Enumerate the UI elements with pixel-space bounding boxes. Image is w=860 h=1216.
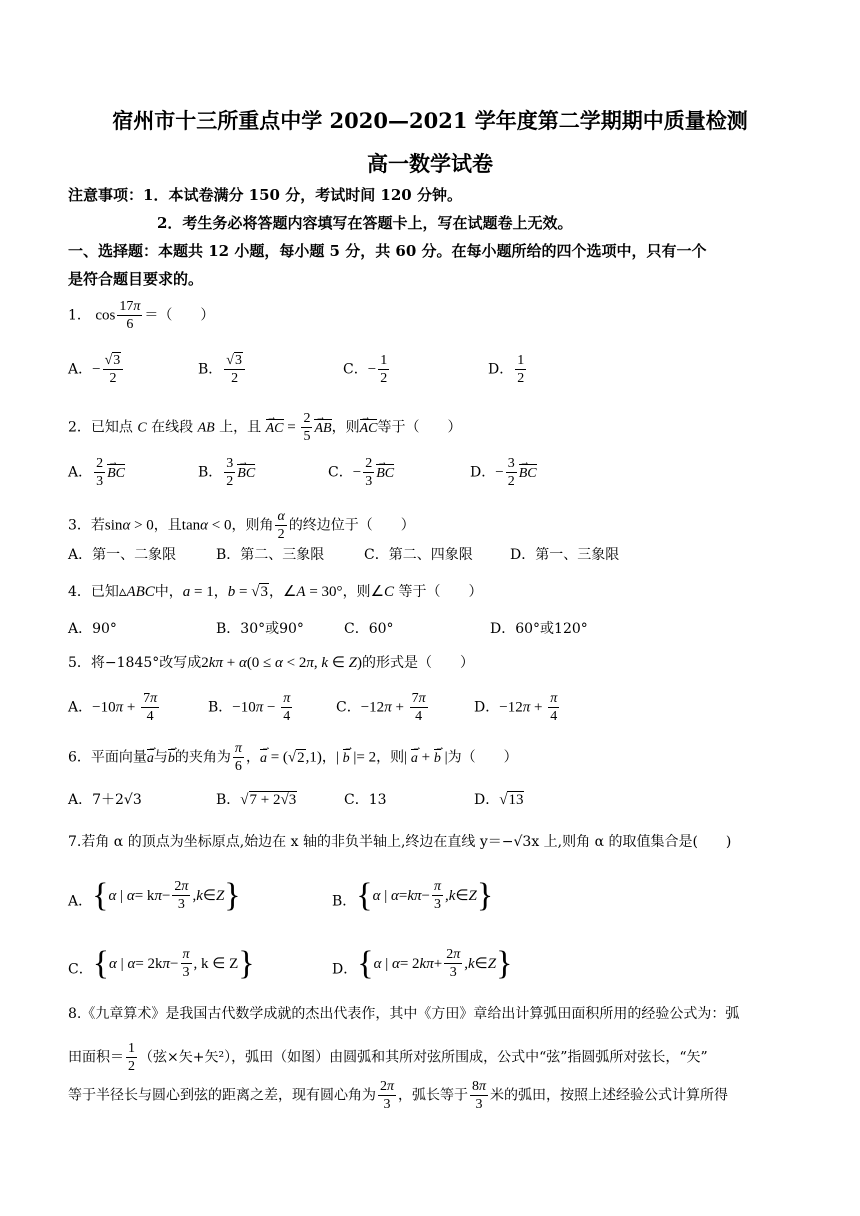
exam-subtitle: 高一数学试卷 — [367, 151, 493, 176]
q3-option-c: C．第二、四象限 — [364, 547, 473, 563]
q5-option-b: B．−10π − $\frac{\pi}{4}$ — [208, 691, 291, 724]
q1-number: 1． — [68, 307, 91, 324]
question-8-line2: 田面积＝ $\frac{1}{2}$ （弦×矢+矢²），弧田（如图）由圆弧和其所对弦所围成，公式中“弦”指圆弧所对弦长，“矢” — [68, 1041, 708, 1074]
q1-tail: ＝（ ） — [144, 307, 215, 324]
q2-option-a: A． $\frac{2}{3}$ BC → — [68, 455, 125, 490]
question-3-stem: 3．若sinα > 0，且tanα < 0，则角 $\frac{\alpha}{2}$ 的终边位于（ ） — [68, 509, 415, 542]
note-item-1: 1．本试卷满分 150 分，考试时间 120 分钟。 — [143, 186, 462, 204]
q2-option-c: C．− $\frac{2}{3}$ BC → — [328, 455, 394, 490]
q6-option-c: C．13 — [344, 792, 387, 808]
q4-option-d: D．60°或120° — [490, 621, 588, 637]
q4-option-c: C．60° — [344, 621, 394, 637]
q3-option-b: B．第二、三象限 — [216, 547, 325, 563]
notes-label — [68, 186, 462, 204]
q1-fraction: $\frac{17\pi}{6}$ — [119, 299, 141, 332]
question-7-stem: 7.若角 α 的顶点为坐标原点,始边在 x 轴的非负半轴上,终边在直线 y＝−√3x 上,则角 α 的取值集合是( ) — [68, 834, 732, 850]
question-8-line1: 8.《九章算术》是我国古代数学成就的杰出代表作，其中《方田》章给出计算弧田面积所用的经验公式为：弧 — [68, 1006, 740, 1022]
note-item-2: 2．考生务必将答题内容填写在答题卡上，写在试题卷上无效。 — [157, 214, 573, 232]
q6-option-b: B．√7 + 2√3 — [216, 792, 297, 808]
q4-option-b: B．30°或90° — [216, 621, 304, 637]
q1-cos: cos — [95, 307, 116, 324]
notes-label-text: 注意事项： — [68, 186, 144, 204]
q4-option-a: A．90° — [68, 621, 117, 637]
question-5-stem: 5．将−1845°改写成2kπ + α(0 ≤ α < 2π, k ∈ Z)的形式是（ ） — [68, 655, 474, 671]
question-6-stem: 6．平面向量a →与b →的夹角为 $\frac{\pi}{6}$ ，a → = (√2,1)，| b → |= 2，则| a → + b → |为（ ） — [68, 740, 518, 775]
exam-title: 宿州市十三所重点中学 2020—2021 学年度第二学期期中质量检测 — [112, 108, 748, 133]
question-8-line3: 等于半径长与圆心到弦的距离之差，现有圆心角为 $\frac{2\pi}{3}$ ，弧长等于 $\frac{8\pi}{3}$ 米的弧田，按照上述经验公式计算所得 — [68, 1079, 729, 1112]
q6-option-d: D．√13 — [474, 792, 524, 808]
q1-option-a: A．− $\frac{√3}{2}$ — [68, 352, 125, 387]
q1-option-d: D． $\frac{1}{2}$ — [488, 353, 525, 386]
q7-option-c: C． { α | α = 2k π − $\frac{\pi}{3}$ , k ∈ Z } — [68, 944, 255, 982]
q3-option-d: D．第一、三象限 — [510, 547, 620, 563]
q1-option-c: C．− $\frac{1}{2}$ — [343, 353, 388, 386]
question-2-stem: 2．已知点 C 在线段 AB 上，且 AC → = $\frac{2}{5}$ AB →，则AC →等于（ ） — [68, 410, 461, 445]
q3-option-a: A．第一、二象限 — [68, 547, 177, 563]
q2-option-b: B． $\frac{3}{2}$ BC → — [198, 455, 255, 490]
q7-option-a: A． { α | α = k π − $\frac{2\pi}{3}$ , k ∈ Z } — [68, 876, 241, 914]
q5-option-c: C．−12π + $\frac{7\pi}{4}$ — [336, 691, 426, 724]
question-4-stem: 4．已知▵ABC中，a = 1，b = √3，∠A = 30°，则∠C 等于（ ） — [68, 584, 483, 600]
section-heading-line2: 是符合题目要求的。 — [68, 270, 204, 288]
question-1-stem — [68, 298, 214, 333]
section-heading-line1: 一、选择题：本题共 12 小题，每小题 5 分，共 60 分。在每小题所给的四个选项中，只有一个 — [68, 242, 707, 260]
q5-option-d: D．−12π + $\frac{\pi}{4}$ — [474, 691, 558, 724]
q7-option-b: B． { α | α = kπ − $\frac{\pi}{3}$ , k ∈ Z } — [332, 876, 494, 914]
q6-option-a: A．7＋2√3 — [68, 792, 142, 808]
q1-option-b: B． $\frac{√3}{2}$ — [198, 352, 247, 387]
q2-option-d: D．− $\frac{3}{2}$ BC → — [470, 455, 537, 490]
q7-option-d: D． { α | α = 2 kπ + $\frac{2\pi}{3}$ , k ∈ Z } — [332, 944, 513, 982]
q5-option-a: A．−10π + $\frac{7\pi}{4}$ — [68, 691, 158, 724]
